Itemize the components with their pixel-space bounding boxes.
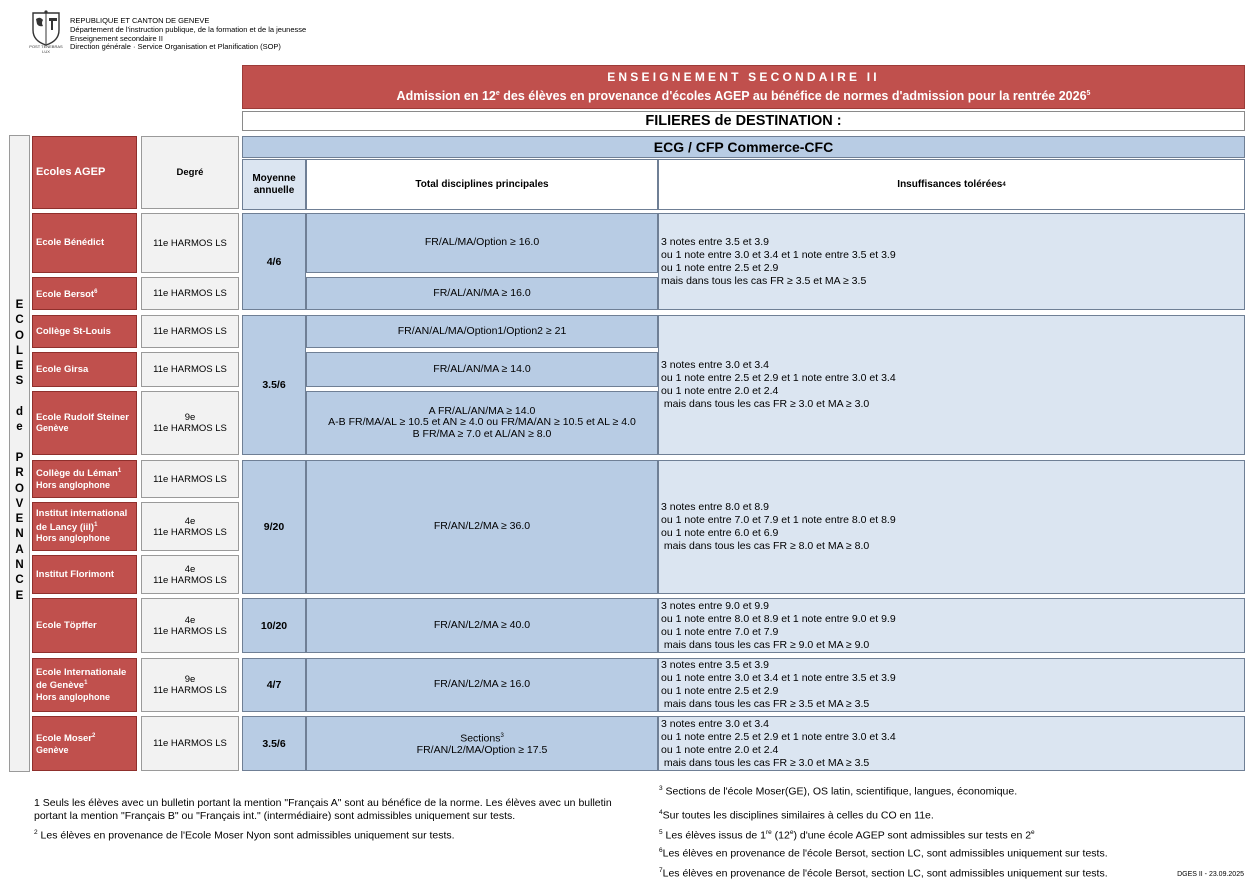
insuf-header-text: Insuffisances tolérées (897, 178, 1003, 190)
degree-cell (141, 555, 239, 594)
insuf-line: ou 1 note entre 2.0 et 2.4 (661, 743, 779, 756)
insuf-line: ou 1 note entre 2.0 et 2.4 (661, 385, 779, 397)
school-location: Genève (36, 744, 69, 755)
school-cell (32, 315, 137, 348)
school-name: Ecole Rudolf Steiner (36, 411, 129, 423)
col-header-insuffisances (658, 159, 1245, 210)
side-label-letter: L (15, 344, 24, 357)
degree-cell (141, 391, 239, 455)
footnote-4 (659, 806, 1249, 823)
footnote-ref: 6 (659, 847, 663, 854)
footnote-ref: 2 (34, 829, 38, 836)
side-label-letter: E (15, 513, 24, 526)
insuf-line: mais dans tous les cas FR ≥ 3.0 et MA ≥ 3.0 (661, 398, 870, 410)
footnote-ref: 5 (659, 829, 663, 836)
degree-cell (141, 352, 239, 387)
school-footnote-ref: 1 (84, 680, 88, 687)
school-footnote-ref: 2 (91, 732, 96, 739)
degree-text: 11e HARMOS LS (153, 738, 227, 749)
side-label-letter (9, 390, 30, 405)
school-cell (32, 277, 137, 310)
insuffisances-cell (658, 658, 1245, 712)
footnote-6 (659, 844, 1249, 861)
degree-cell (141, 716, 239, 771)
moser-sections-label: Sections (460, 732, 501, 745)
side-label-letter: P (15, 451, 24, 464)
school-footnote-ref: 1 (94, 521, 98, 528)
title-line-1: ENSEIGNEMENT SECONDAIRE II (607, 70, 880, 84)
col-header-total: Total disciplines principales (306, 159, 658, 210)
footnote-text: ) d'une école AGEP sont admissibles sur tests en 2 (793, 829, 1032, 842)
side-label-letter: C (15, 574, 24, 587)
school-cell (32, 555, 137, 594)
title-footnote-ref: 5 (1086, 89, 1091, 97)
footnote-2 (34, 826, 634, 843)
total-rule: FR/AN/AL/MA/Option1/Option2 ≥ 21 (397, 324, 567, 337)
total-cell (306, 658, 658, 712)
total-rule: B FR/MA ≥ 7.0 et AL/AN ≥ 8.0 (412, 427, 552, 440)
side-label-letter: E (15, 360, 24, 373)
side-label-letter: N (15, 528, 24, 541)
insuf-line: 3 notes entre 9.0 et 9.9 (661, 599, 769, 612)
school-name: Ecole Bénédict (36, 237, 105, 249)
moyenne-cell: 4/7 (242, 658, 306, 712)
moyenne-cell: 4/6 (242, 213, 306, 310)
degree-text: 11e HARMOS LS (153, 685, 227, 696)
insuffisances-cell (658, 716, 1245, 771)
total-rule: FR/AN/L2/MA ≥ 40.0 (433, 618, 531, 631)
degree-text: 4e (184, 614, 196, 626)
col-header-degre: Degré (141, 136, 239, 209)
school-cell (32, 352, 137, 387)
school-name: Institut international de Lancy (iil) (36, 508, 128, 533)
total-cell (306, 315, 658, 348)
insuf-line: 3 notes entre 3.5 et 3.9 (661, 659, 769, 671)
footnote-ref: 7 (659, 867, 663, 874)
destination-header: ECG / CFP Commerce-CFC (242, 136, 1245, 158)
degree-text: 9e (184, 412, 196, 423)
degree-text: 4e (184, 515, 196, 527)
total-cell (306, 391, 658, 455)
footnote-text: (12 (771, 829, 790, 842)
total-rule: FR/AN/L2/MA/Option ≥ 17.5 (416, 743, 548, 756)
footnote-text: Les élèves en provenance de l'école Bersot, section LC, sont admissibles uniquement sur tests. (662, 867, 1108, 880)
title-text-a: Admission en 12 (396, 89, 496, 103)
insuf-line: 3 notes entre 8.0 et 8.9 (661, 501, 769, 513)
moyenne-cell: 3.5/6 (242, 716, 306, 771)
moyenne-cell: 10/20 (242, 598, 306, 653)
insuf-line: ou 1 note entre 2.5 et 2.9 (661, 261, 779, 274)
side-label-letter: N (15, 559, 24, 572)
org-line: Département de l'instruction publique, de la formation et de la jeunesse (70, 24, 307, 34)
degree-text: 11e HARMOS LS (153, 423, 227, 434)
degree-text: 11e HARMOS LS (153, 326, 227, 337)
title-sup-e: e (495, 89, 500, 97)
insuffisances-cell (658, 460, 1245, 594)
total-rule: FR/AL/MA/Option ≥ 16.0 (424, 236, 540, 249)
total-rule: FR/AN/L2/MA ≥ 36.0 (433, 520, 531, 533)
insuf-line: ou 1 note entre 3.0 et 3.4 et 1 note entre 3.5 et 3.9 (661, 672, 896, 684)
footnote-5 (659, 826, 1249, 843)
total-rule: A-B FR/MA/AL ≥ 10.5 et AN ≥ 4.0 ou FR/MA/AN ≥ 10.5 et AL ≥ 4.0 (328, 416, 636, 429)
insuf-line: mais dans tous les cas FR ≥ 3.5 et MA ≥ 3.5 (661, 274, 867, 287)
org-line: Direction générale · Service Organisation et Planification (SOP) (70, 42, 281, 52)
total-rule: FR/AN/L2/MA ≥ 16.0 (433, 678, 531, 691)
insuf-line: mais dans tous les cas FR ≥ 3.0 et MA ≥ 3.5 (661, 756, 870, 769)
title-text-b: des élèves en provenance d'écoles AGEP au bénéfice de normes d'admission pour la rentrée 2026 (499, 89, 1087, 103)
side-label-letter: C (15, 314, 24, 327)
side-label-letter: O (15, 482, 24, 495)
col-header-ecoles: Ecoles AGEP (32, 136, 137, 209)
total-cell (306, 460, 658, 594)
insuf-line: ou 1 note entre 8.0 et 8.9 et 1 note entre 9.0 et 9.9 (661, 612, 896, 625)
degree-cell (141, 315, 239, 348)
filieres-heading: FILIERES de DESTINATION : (242, 111, 1245, 131)
total-rule: FR/AL/AN/MA ≥ 14.0 (433, 362, 531, 375)
document-stamp: DGES II - 23.09.2025 (1177, 871, 1244, 878)
insuf-line: mais dans tous les cas FR ≥ 8.0 et MA ≥ 8.0 (661, 540, 870, 552)
school-cell (32, 658, 137, 712)
side-label-letter: E (15, 589, 24, 602)
degree-cell (141, 213, 239, 273)
insuf-line: mais dans tous les cas FR ≥ 3.5 et MA ≥ 3.5 (661, 698, 870, 710)
school-name: Ecole Töpffer (36, 619, 97, 631)
footnote-sup: re (765, 829, 772, 836)
footnote-text: Les élèves issus de 1 (662, 829, 766, 842)
degree-text: 11e HARMOS LS (153, 364, 227, 375)
total-rule: FR/AL/AN/MA ≥ 16.0 (433, 286, 531, 299)
col-header-moyenne: Moyenne annuelle (242, 159, 306, 210)
footnote-text: Sections de l'école Moser(GE), OS latin, scientifique, langues, économique. (662, 785, 1018, 798)
insuf-line: mais dans tous les cas FR ≥ 9.0 et MA ≥ 9.0 (661, 638, 870, 651)
total-cell (306, 277, 658, 310)
insuf-line: 3 notes entre 3.5 et 3.9 (661, 235, 769, 248)
school-footnote-ref: 6 (94, 288, 98, 295)
school-name: Ecole Girsa (36, 363, 89, 375)
school-name: Ecole Bersot (36, 288, 95, 300)
crest-caption: POST TENEBRAS LUX (29, 44, 63, 54)
document-title (242, 65, 1245, 109)
side-label-letter: O (15, 329, 24, 342)
school-name: Collège St-Louis (36, 325, 111, 337)
insuf-line: ou 1 note entre 7.0 et 7.9 (661, 625, 779, 638)
school-location: Hors anglophone (36, 533, 110, 544)
degree-text: 11e HARMOS LS (153, 574, 227, 586)
footnote-3 (659, 782, 1249, 799)
insuffisances-cell (658, 213, 1245, 310)
footnote-ref: 4 (659, 809, 663, 816)
school-cell (32, 502, 137, 551)
insuffisances-cell (658, 315, 1245, 455)
degree-cell (141, 658, 239, 712)
org-line: Enseignement secondaire II (70, 33, 163, 43)
insuffisances-cell (658, 598, 1245, 653)
moser-footnote-ref: 3 (500, 732, 504, 739)
footnote-text: Sur toutes les disciplines similaires à celles du CO en 11e. (662, 809, 934, 822)
footnote-sup: e (1031, 829, 1035, 836)
total-cell (306, 598, 658, 653)
school-name: Ecole Moser (36, 733, 92, 745)
degree-text: 4e (184, 563, 196, 575)
side-label-letter: R (15, 467, 24, 480)
organization-header (70, 17, 306, 52)
insuf-line: 3 notes entre 3.0 et 3.4 (661, 359, 769, 371)
school-location: Hors anglophone (36, 480, 110, 491)
insuf-header-ref: 4 (1002, 181, 1006, 188)
degree-text: 11e HARMOS LS (153, 473, 227, 485)
degree-cell (141, 460, 239, 498)
moyenne-cell: 9/20 (242, 460, 306, 594)
school-footnote-ref: 1 (117, 468, 122, 475)
total-cell (306, 716, 658, 771)
school-name: Collège du Léman (36, 468, 118, 480)
degree-text: 11e HARMOS LS (153, 237, 227, 249)
side-label-ecoles-de-provenance (9, 298, 30, 604)
footnote-1: 1 Seuls les élèves avec un bulletin portant la mention "Français A" sont au bénéfice de la norme. Les élèves avec un bulletin portant la mention "Français B" ou "Français int." (intermédiaire) sont admissibles uniquement sur tests. (34, 797, 612, 822)
school-name: Ecole Internationale de Genève (36, 666, 127, 692)
insuf-line: ou 1 note entre 7.0 et 7.9 et 1 note entre 8.0 et 8.9 (661, 514, 896, 526)
school-cell (32, 213, 137, 273)
footnote-text: Les élèves en provenance de l'école Bersot, section LC, sont admissibles uniquement sur tests. (662, 847, 1108, 860)
degree-text: 9e (184, 674, 196, 685)
insuf-line: ou 1 note entre 3.0 et 3.4 et 1 note entre 3.5 et 3.9 (661, 248, 896, 261)
school-cell (32, 598, 137, 653)
side-label-letter: S (15, 375, 24, 388)
moyenne-cell: 3.5/6 (242, 315, 306, 455)
insuf-line: ou 1 note entre 2.5 et 2.9 et 1 note entre 3.0 et 3.4 (661, 372, 896, 384)
degree-text: 11e HARMOS LS (153, 288, 227, 299)
degree-text: 11e HARMOS LS (153, 526, 227, 538)
side-label-letter: A (15, 543, 24, 556)
footnote-ref: 3 (659, 785, 663, 792)
side-label-letter (9, 436, 30, 451)
footnote-sup: e (789, 829, 794, 836)
degree-cell (141, 277, 239, 310)
insuf-line: ou 1 note entre 6.0 et 6.9 (661, 527, 779, 539)
total-cell (306, 352, 658, 387)
insuf-line: ou 1 note entre 2.5 et 2.9 (661, 685, 779, 697)
total-rule: A FR/AL/AN/MA ≥ 14.0 (428, 404, 536, 417)
insuf-line: ou 1 note entre 2.5 et 2.9 et 1 note entre 3.0 et 3.4 (661, 730, 896, 743)
side-label-letter: e (16, 421, 23, 434)
school-cell (32, 460, 137, 498)
degree-cell (141, 598, 239, 653)
footnote-7 (659, 864, 1179, 881)
org-line: REPUBLIQUE ET CANTON DE GENEVE (70, 16, 210, 25)
school-cell (32, 391, 137, 455)
footnote-text: Les élèves en provenance de l'Ecole Moser Nyon sont admissibles uniquement sur tests. (37, 829, 455, 842)
title-line-2 (243, 89, 1244, 103)
degree-cell (141, 502, 239, 551)
side-label-letter: d (15, 406, 24, 419)
school-location: Hors anglophone (36, 691, 110, 702)
side-label-letter: V (15, 497, 24, 510)
side-label-letter: E (15, 299, 24, 311)
degree-text: 11e HARMOS LS (153, 625, 227, 637)
total-cell (306, 213, 658, 273)
insuf-line: 3 notes entre 3.0 et 3.4 (661, 717, 769, 730)
school-location: Genève (36, 423, 69, 433)
school-name: Institut Florimont (36, 568, 115, 580)
school-cell (32, 716, 137, 771)
